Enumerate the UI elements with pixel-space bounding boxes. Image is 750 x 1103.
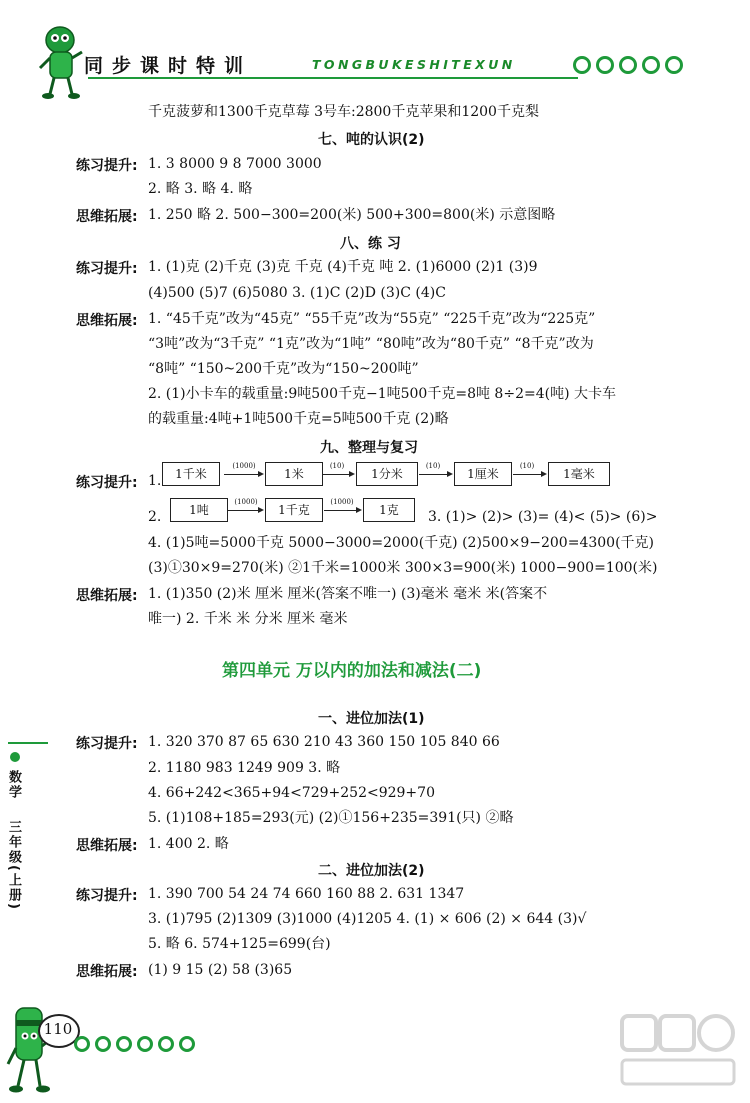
page-number: 110 — [43, 1020, 73, 1038]
answer-line: 1. 250 略 2. 500−300=200(米) 500+300=800(米) 示意图略 — [148, 207, 556, 223]
unit-box: 1千米 — [162, 462, 220, 486]
footer-dots — [74, 1036, 204, 1052]
answer-line: 1. (1)克 (2)千克 (3)克 千克 (4)千克 吨 2. (1)6000 (2)1 (3)9 — [148, 259, 538, 275]
answer-line: 4. 66+242<365+94<729+252<929+70 — [148, 785, 435, 801]
answer-line: (3)①30×9=270(米) ②1千米=1000米 300×3=900(米) 1000−900=100(米) — [148, 560, 658, 576]
header-pinyin: TONGBUKESHITEXUN — [312, 57, 516, 72]
arrow-head — [258, 471, 264, 477]
practice-label: 练习提升: — [76, 736, 138, 752]
mascot-icon — [36, 22, 88, 100]
unit-title: 第四单元 万以内的加法和减法(二) — [222, 661, 482, 681]
think-label: 思维拓展: — [76, 838, 138, 854]
answer-line: 2. 略 3. 略 4. 略 — [148, 181, 253, 197]
answer-line: 3. (1)> (2)> (3)= (4)< (5)> (6)> — [428, 509, 658, 525]
arrow-head — [541, 471, 547, 477]
unit-box: 1千克 — [265, 498, 323, 522]
answer-line: “8吨” “150~200千克”改为“150~200吨” — [148, 361, 419, 377]
answer-line: 2. 1180 983 1249 909 3. 略 — [148, 760, 341, 776]
watermark-logo — [618, 1010, 738, 1090]
arrow-line — [224, 474, 258, 475]
section-title: 二、进位加法(2) — [318, 863, 425, 879]
sidebar-bullet-icon — [10, 752, 20, 762]
answer-line: 1. 390 700 54 24 74 660 160 88 2. 631 1347 — [148, 886, 465, 902]
arrow-line — [228, 510, 258, 511]
arrow-label: (10) — [425, 462, 441, 470]
section-7-title: 七、吨的认识(2) — [318, 132, 425, 148]
arrow-line — [324, 510, 356, 511]
unit-box: 1吨 — [170, 498, 228, 522]
unit-box: 1米 — [265, 462, 323, 486]
arrow-line — [419, 474, 447, 475]
arrow-label: (1000) — [234, 498, 258, 506]
sidebar-subject: 数学 — [6, 770, 21, 800]
arrow-head — [349, 471, 355, 477]
answer-line: 1. 3 8000 9 8 7000 3000 — [148, 156, 322, 172]
top-continuation: 千克菠萝和1300千克草莓 3号车:2800千克苹果和1200千克梨 — [148, 104, 539, 120]
footer-mascot-icon — [6, 998, 56, 1098]
unit-box: 1厘米 — [454, 462, 512, 486]
answer-line: (4)500 (5)7 (6)5080 3. (1)C (2)D (3)C (4)C — [148, 285, 446, 301]
sidebar-grade: 三年级(上册) — [6, 820, 21, 911]
think-label: 思维拓展: — [76, 313, 138, 329]
answer-line: (1) 9 15 (2) 58 (3)65 — [148, 962, 293, 978]
think-label: 思维拓展: — [76, 964, 138, 980]
practice-label: 练习提升: — [76, 261, 138, 277]
answer-line: 3. (1)795 (2)1309 (3)1000 (4)1205 4. (1) × 606 (2) × 644 (3)√ — [148, 911, 587, 927]
practice-label: 练习提升: — [76, 888, 138, 904]
answer-line: 1. (1)350 (2)米 厘米 厘米(答案不唯一) (3)毫米 毫米 米(答案不 — [148, 586, 548, 602]
chain-prefix: 1. — [148, 473, 162, 489]
sidebar-rule — [8, 742, 48, 744]
header-rule — [88, 77, 578, 79]
answer-line: 2. (1)小卡车的载重量:9吨500千克−1吨500千克=8吨 8÷2=4(吨) 大卡车 — [148, 386, 616, 402]
answer-line: 1. “45千克”改为“45克” “55千克”改为“55克” “225千克”改为“225克” — [148, 311, 596, 327]
section-8-title: 八、练 习 — [340, 236, 401, 252]
unit-box: 1分米 — [356, 462, 418, 486]
unit-box: 1克 — [363, 498, 415, 522]
arrow-head — [258, 507, 264, 513]
think-label: 思维拓展: — [76, 209, 138, 225]
arrow-head — [356, 507, 362, 513]
answer-line: 5. (1)108+185=293(元) (2)①156+235=391(只) ②略 — [148, 810, 514, 826]
section-title: 一、进位加法(1) — [318, 711, 425, 727]
header-circles — [572, 56, 692, 74]
header-title: 同步课时特训 — [84, 55, 253, 77]
arrow-label: (10) — [329, 462, 345, 470]
arrow-line — [513, 474, 541, 475]
practice-label: 练习提升: — [76, 158, 138, 174]
chain-prefix: 2. — [148, 509, 162, 525]
answer-line: 的载重量:4吨+1吨500千克=5吨500千克 (2)略 — [148, 411, 449, 427]
answer-line: “3吨”改为“3千克” “1克”改为“1吨” “80吨”改为“80千克” “8千克”改为 — [148, 336, 594, 352]
arrow-label: (1000) — [232, 462, 256, 470]
unit-box: 1毫米 — [548, 462, 610, 486]
answer-line: 1. 400 2. 略 — [148, 836, 229, 852]
arrow-head — [447, 471, 453, 477]
answer-line: 1. 320 370 87 65 630 210 43 360 150 105 840 66 — [148, 734, 500, 750]
arrow-line — [323, 474, 349, 475]
arrow-label: (1000) — [330, 498, 354, 506]
think-label: 思维拓展: — [76, 588, 138, 604]
arrow-label: (10) — [519, 462, 535, 470]
answer-line: 唯一) 2. 千米 米 分米 厘米 毫米 — [148, 611, 348, 627]
section-9-title: 九、整理与复习 — [320, 440, 418, 456]
answer-line: 5. 略 6. 574+125=699(台) — [148, 936, 331, 952]
answer-line: 4. (1)5吨=5000千克 5000−3000=2000(千克) (2)500×9−200=4300(千克) — [148, 535, 655, 551]
practice-label: 练习提升: — [76, 475, 138, 491]
